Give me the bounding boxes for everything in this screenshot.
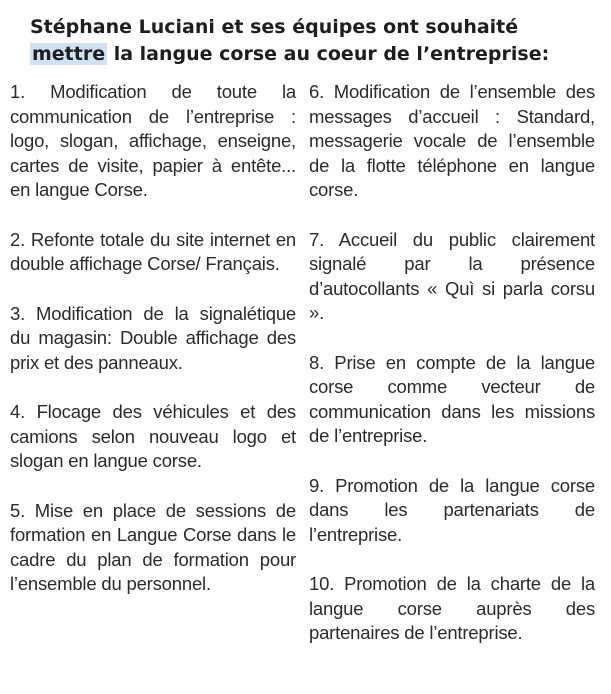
document-heading — [30, 14, 590, 68]
list-item-10: 10. Promotion de la charte de la langue corse auprès des partenaires de l’entreprise. — [309, 573, 595, 643]
list-item-2: 2. Refonte totale du site internet en double affichage Corse/ Français. — [10, 228, 296, 274]
list-item-9: 9. Promotion de la langue corse dans les partenariats de l’entreprise. — [309, 474, 595, 545]
heading-text-end: la langue corse au coeur de l’entreprise: — [107, 43, 550, 65]
list-item-1: 1. Modification de toute la communication de l’entreprise : logo, slogan, affichage, enseigne, cartes de visite, papier à entête... en langue Corse. — [10, 81, 296, 200]
left-column — [10, 80, 296, 597]
list-item-4: 4. Flocage des véhicules et des camions selon nouveau logo et slogan en langue corse. — [10, 401, 296, 471]
list-item-8: 8. Prise en compte de la langue corse comme vecteur de communication dans les missions de l’entreprise. — [309, 351, 595, 446]
heading-highlighted-word[interactable]: mettre — [32, 43, 106, 65]
right-column — [309, 80, 595, 646]
list-item-3: 3. Modification de la signalétique du magasin: Double affichage des prix et des panneaux. — [10, 302, 296, 373]
list-item-5: 5. Mise en place de sessions de formation en Langue Corse dans le cadre du plan de formation pour l’ensemble du personnel. — [10, 499, 296, 594]
heading-text-start: Stéphane Luciani et ses équipes ont souhaité — [30, 16, 519, 38]
list-item-6: 6. Modification de l’ensemble des messages d’accueil : Standard, messagerie vocale de l’ensemble de la flotte téléphone en langue corse. — [309, 81, 595, 200]
list-item-7: 7. Accueil du public clairement signalé par la présence d’autocollants « Quì si parla corsu ». — [309, 228, 595, 323]
